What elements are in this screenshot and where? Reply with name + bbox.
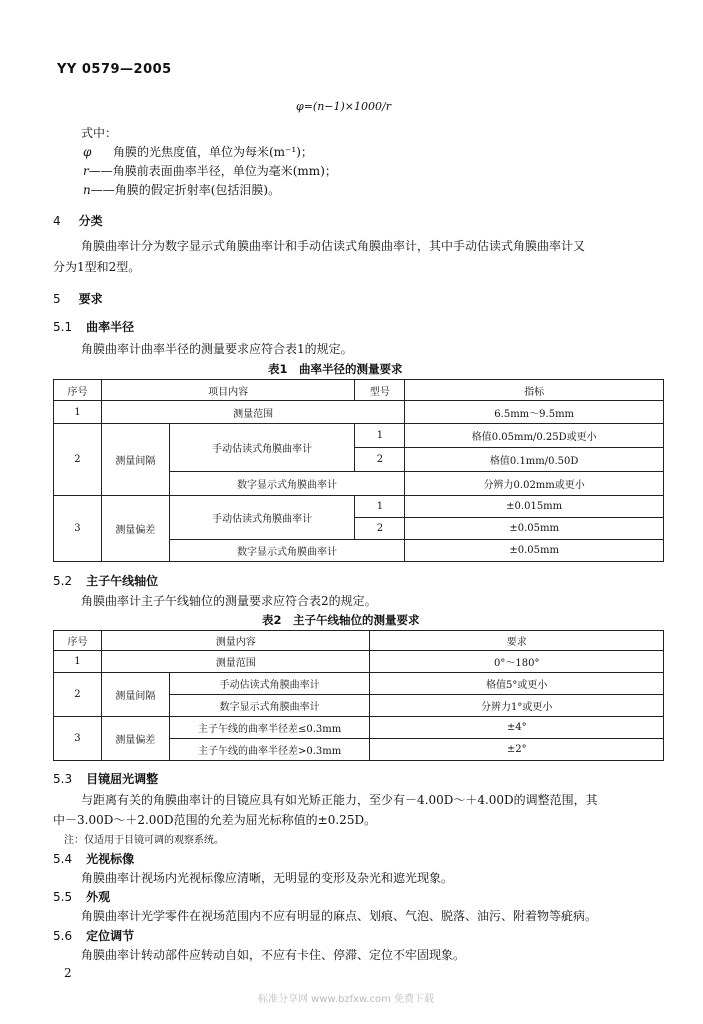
section-4-heading xyxy=(53,212,103,229)
table-cell: ±0.05mm xyxy=(405,540,664,562)
table-cell: 2 xyxy=(54,424,102,496)
table-cell: 0°～180° xyxy=(370,651,664,673)
header-cell: 序号 xyxy=(54,380,102,401)
definition-n xyxy=(83,181,280,198)
table-row xyxy=(54,651,664,673)
section-5-6-heading xyxy=(53,927,134,944)
section-5-heading xyxy=(53,290,103,307)
table-cell: 格值0.05mm/0.25D或更小 xyxy=(405,424,664,448)
table-cell: ±0.05mm xyxy=(405,518,664,540)
section-title: 光视标像 xyxy=(86,852,135,866)
table-cell: 6.5mm～9.5mm xyxy=(405,401,664,424)
formula: φ=(n−1)×1000/r xyxy=(296,100,391,113)
section-number: 5.3 xyxy=(53,772,73,786)
section-5-1-body: 角膜曲率计曲率半径的测量要求应符合表1的规定。 xyxy=(81,342,353,356)
table-header-row xyxy=(54,631,664,651)
table-cell: 2 xyxy=(54,673,102,717)
table-cell: 1 xyxy=(54,401,102,424)
table-cell: 主子午线的曲率半径差>0.3mm xyxy=(169,739,370,761)
section-title: 目镜屈光调整 xyxy=(86,772,159,786)
section-5-1-heading xyxy=(53,318,134,335)
table-cell: 格值5°或更小 xyxy=(370,673,664,695)
section-number: 5.4 xyxy=(53,852,73,866)
table-cell: 数字显示式角膜曲率计 xyxy=(169,472,405,496)
table-cell: 测量间隔 xyxy=(101,424,169,496)
definition-symbol: n xyxy=(83,183,91,197)
section-number: 4 xyxy=(53,214,61,228)
table-cell: 测量偏差 xyxy=(101,717,169,761)
section-4-body-line2: 分为1型和2型。 xyxy=(53,260,141,274)
table-cell: 1 xyxy=(355,424,405,448)
table-cell: 分辨力1°或更小 xyxy=(370,695,664,717)
table-cell: 测量偏差 xyxy=(101,496,169,562)
section-5-3-note: 注：仅适用于目镜可调的观察系统。 xyxy=(64,835,224,846)
section-number: 5 xyxy=(53,292,61,306)
definition-r xyxy=(83,162,337,179)
section-title: 外观 xyxy=(86,890,111,904)
section-4-body-line1: 角膜曲率计分为数字显示式角膜曲率计和手动估读式角膜曲率计，其中手动估读式角膜曲率计又 xyxy=(81,239,586,253)
definition-text: 角膜的光焦度值，单位为每米(m⁻¹)； xyxy=(113,145,313,159)
table-cell: 格值0.1mm/0.50D xyxy=(405,448,664,472)
table-cell: 分辨力0.02mm或更小 xyxy=(405,472,664,496)
table-cell: 数字显示式角膜曲率计 xyxy=(169,540,405,562)
section-number: 5.2 xyxy=(53,574,73,588)
table-cell: 手动估读式角膜曲率计 xyxy=(169,424,355,472)
header-cell: 型号 xyxy=(355,380,405,401)
section-5-6-body: 角膜曲率计转动部件应转动自如，不应有卡住、停滞、定位不牢固现象。 xyxy=(81,948,466,962)
table-cell: ±0.015mm xyxy=(405,496,664,518)
section-title: 定位调节 xyxy=(86,929,135,943)
section-number: 5.5 xyxy=(53,890,73,904)
section-number: 5.6 xyxy=(53,929,73,943)
definition-text: ——角膜前表面曲率半径，单位为毫米(mm)； xyxy=(88,164,337,178)
header-cell: 指标 xyxy=(405,380,664,401)
table-cell: 2 xyxy=(355,448,405,472)
table-cell: 数字显示式角膜曲率计 xyxy=(169,695,370,717)
section-number: 5.1 xyxy=(53,320,73,334)
section-title: 曲率半径 xyxy=(86,320,135,334)
header-cell: 项目内容 xyxy=(101,380,355,401)
document-header: YY 0579—2005 xyxy=(57,62,172,77)
table1 xyxy=(53,379,664,562)
section-5-2-body: 角膜曲率计主子午线轴位的测量要求应符合表2的规定。 xyxy=(81,594,377,608)
table-cell: 3 xyxy=(54,496,102,562)
definition-phi xyxy=(83,143,313,160)
table-cell: 3 xyxy=(54,717,102,761)
header-cell: 测量内容 xyxy=(101,631,370,651)
header-cell: 序号 xyxy=(54,631,102,651)
table-cell: 2 xyxy=(355,518,405,540)
table-cell: 主子午线的曲率半径差≤0.3mm xyxy=(169,717,370,739)
section-5-4-body: 角膜曲率计视场内光视标像应清晰，无明显的变形及杂光和遮光现象。 xyxy=(81,871,454,885)
table1-caption: 表1 曲率半径的测量要求 xyxy=(268,362,403,376)
table2-caption: 表2 主子午线轴位的测量要求 xyxy=(262,613,420,627)
section-title: 主子午线轴位 xyxy=(86,574,159,588)
table-cell: 测量范围 xyxy=(101,651,370,673)
table2 xyxy=(53,630,664,761)
table-cell: ±2° xyxy=(370,739,664,761)
table-header-row xyxy=(54,380,664,401)
table-row xyxy=(54,401,664,424)
section-title: 分类 xyxy=(78,214,103,228)
table-row xyxy=(54,496,664,518)
definition-symbol: φ xyxy=(83,145,92,159)
table-cell: 测量范围 xyxy=(101,401,404,424)
section-5-4-heading xyxy=(53,850,134,867)
section-5-5-body: 角膜曲率计光学零件在视场范围内不应有明显的麻点、划痕、气泡、脱落、油污、附着物等疵病。 xyxy=(81,909,598,923)
table-cell: 1 xyxy=(355,496,405,518)
table-cell: 手动估读式角膜曲率计 xyxy=(169,496,355,540)
table-cell: ±4° xyxy=(370,717,664,739)
table-row xyxy=(54,717,664,739)
table-row xyxy=(54,673,664,695)
section-5-5-heading xyxy=(53,888,110,905)
table-cell: 1 xyxy=(54,651,102,673)
section-5-2-heading xyxy=(53,572,158,589)
table-cell: 测量间隔 xyxy=(101,673,169,717)
table-cell: 手动估读式角膜曲率计 xyxy=(169,673,370,695)
definition-symbol: r xyxy=(83,164,89,178)
section-title: 要求 xyxy=(78,292,103,306)
header-cell: 要求 xyxy=(370,631,664,651)
watermark: 标准分享网 www.bzfxw.com 免费下载 xyxy=(258,994,434,1005)
table-row xyxy=(54,424,664,448)
section-5-3-body-line2: 中－3.00D～＋2.00D范围的允差为屈光标称值的±0.25D。 xyxy=(53,813,377,827)
page-number: 2 xyxy=(64,966,72,980)
section-5-3-body-line1: 与距离有关的角膜曲率计的目镜应具有如光矫正能力，至少有－4.00D～＋4.00D的调整范围，其 xyxy=(81,793,598,807)
section-5-3-heading xyxy=(53,770,158,787)
definition-text: ——角膜的假定折射率(包括泪膜)。 xyxy=(90,183,281,197)
where-label: 式中： xyxy=(81,126,118,140)
